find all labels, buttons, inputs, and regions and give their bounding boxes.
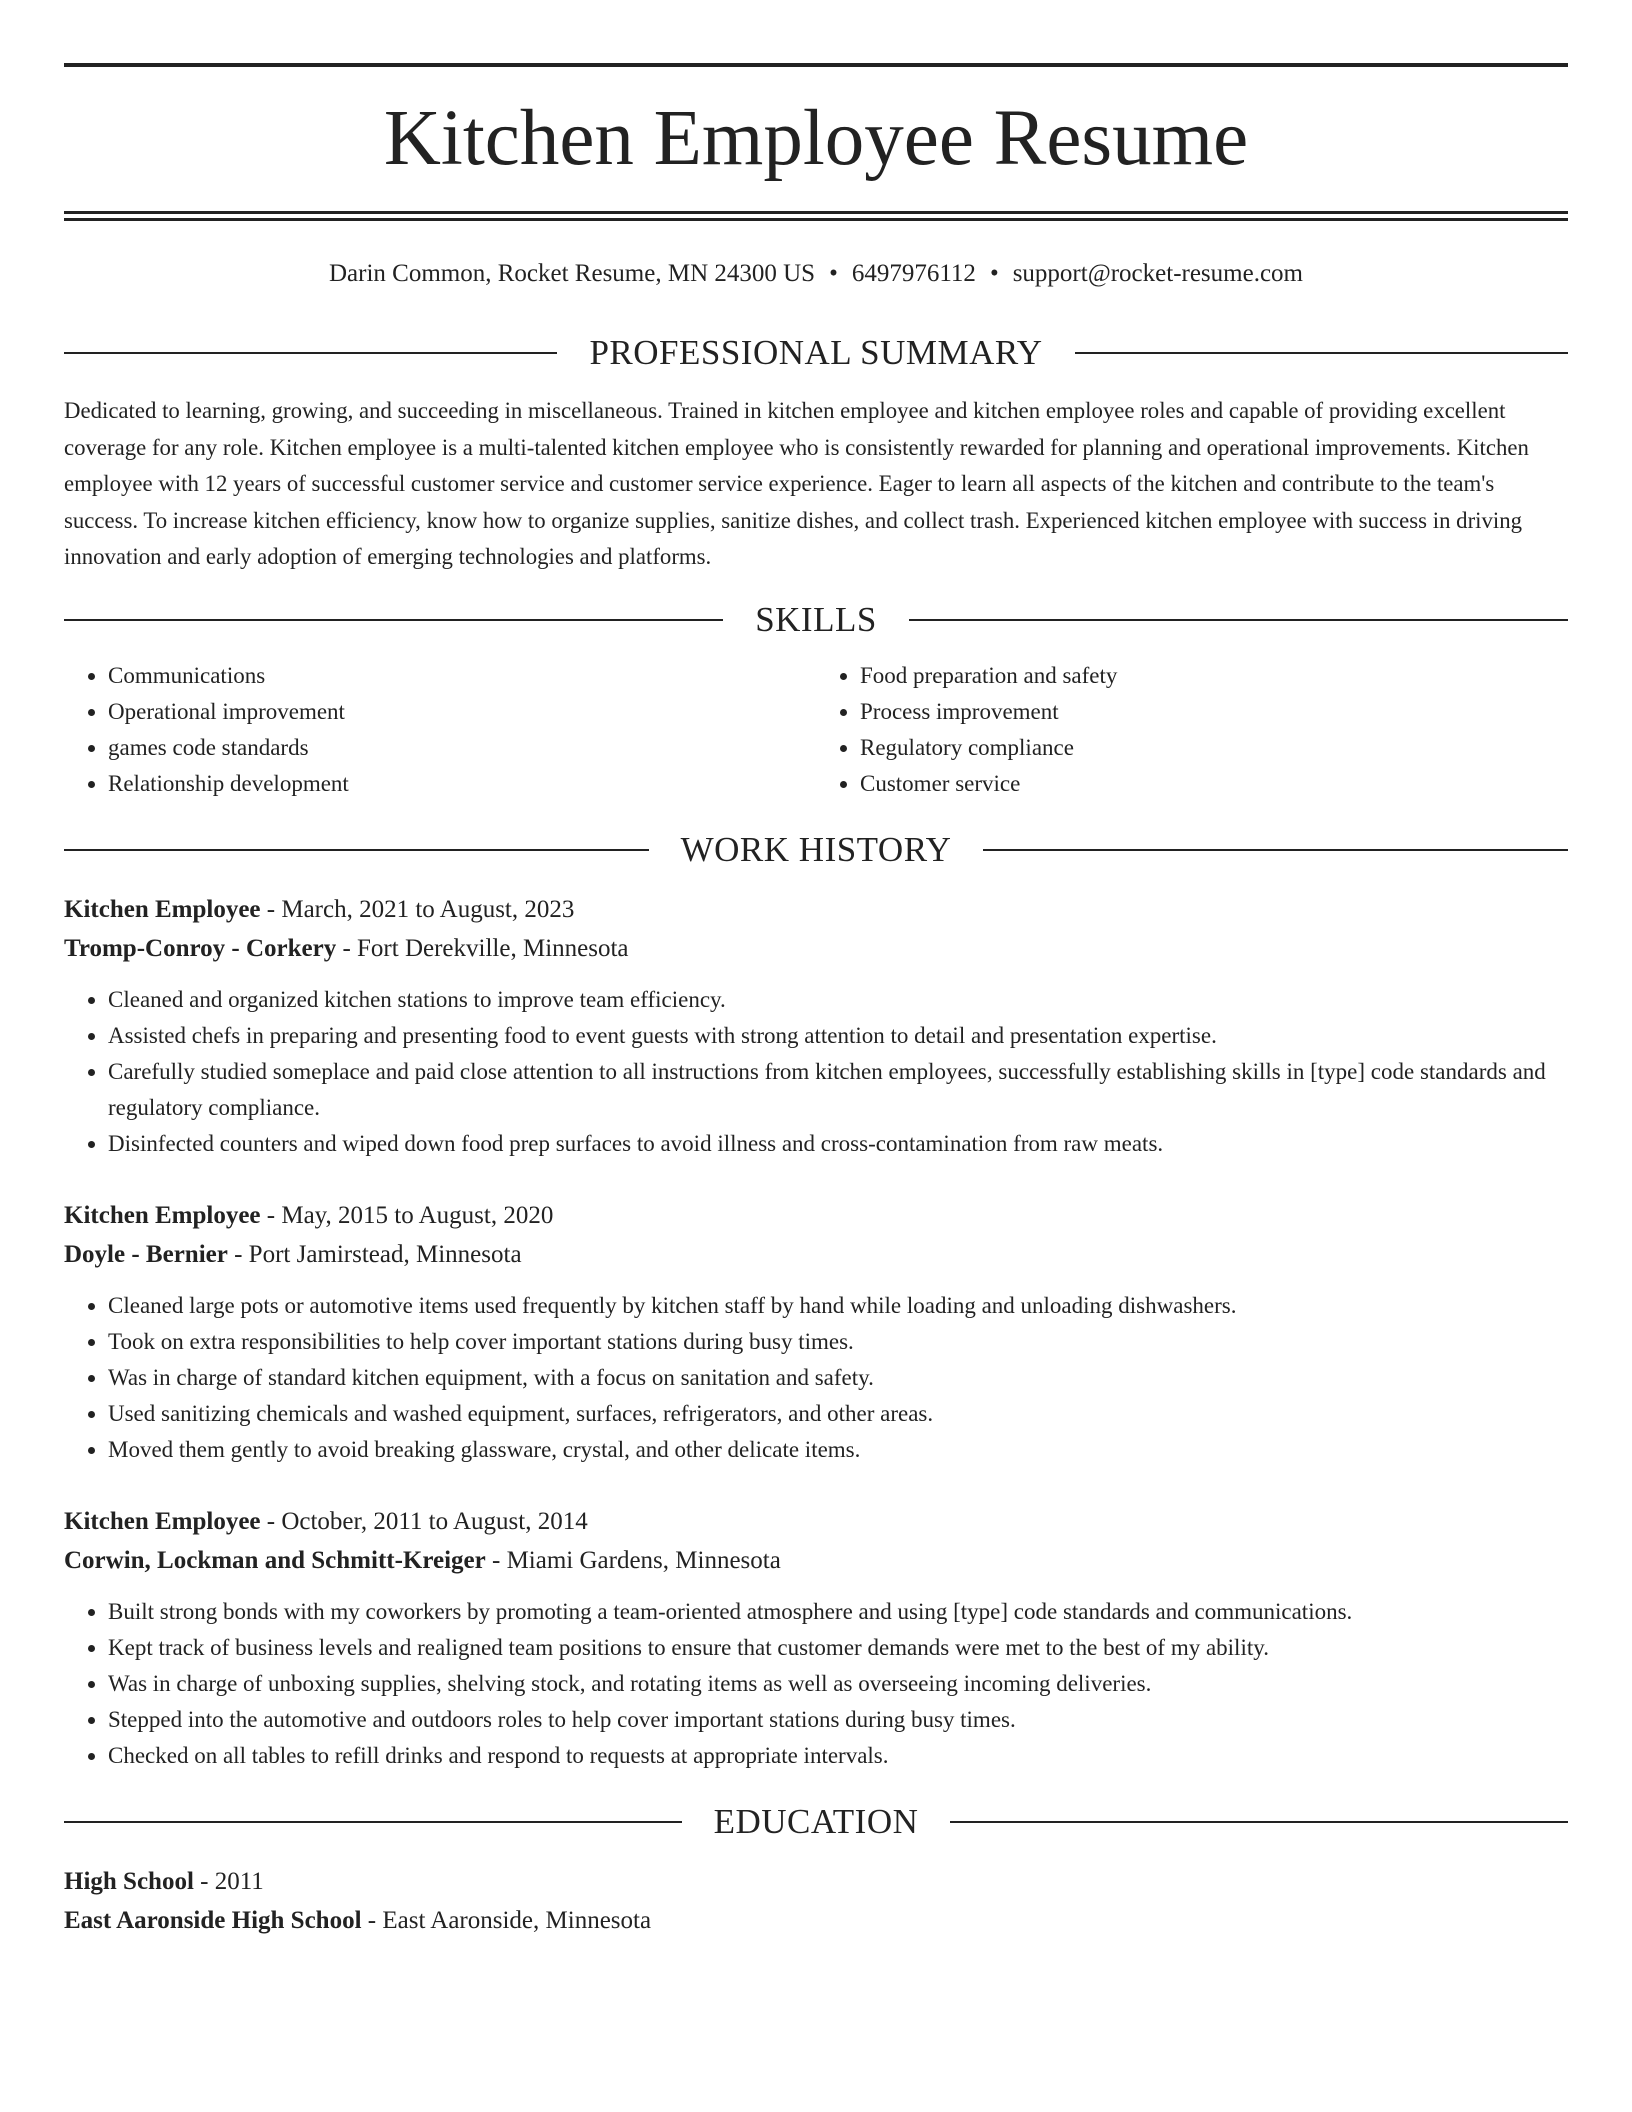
skill-item: • Regulatory compliance — [860, 730, 1568, 766]
heading-rule — [64, 849, 649, 851]
heading-rule — [909, 619, 1568, 621]
summary-paragraph: Dedicated to learning, growing, and succeeding in miscellaneous. Trained in kitchen employee and kitchen employee roles and capable of providing excellent coverage for any role. Kitchen employee is a multi-talented kitchen employee who is consistently rewarded for planning and operational improvements. Kitchen employee with 12 years of successful customer service and customer service experience. Eager to learn all aspects of the kitchen and contribute to the team's success. To increase kitchen efficiency, know how to organize supplies, sanitize dishes, and collect trash. Experienced kitchen employee with success in driving innovation and early adoption of emerging technologies and platforms. — [64, 398, 1529, 569]
contact-phone: 6497976112 — [851, 260, 976, 287]
duty-item: • Assisted chefs in preparing and presenting food to event guests with strong attention to detail and presentation expertise. — [108, 1018, 1568, 1054]
section-heading-education — [64, 1800, 1568, 1844]
section-title: EDUCATION — [713, 1801, 919, 1841]
duty-item: • Used sanitizing chemicals and washed equipment, surfaces, refrigerators, and other areas. — [108, 1396, 1568, 1432]
heading-rule — [1075, 352, 1568, 354]
job-entry — [64, 1502, 1568, 1774]
skill-item: • Relationship development — [108, 766, 816, 802]
skills-list — [64, 658, 1568, 802]
duty-item: • Carefully studied someplace and paid close attention to all instructions from kitchen employees, successfully establishing skills in [type] code standards and regulatory compliance. — [108, 1054, 1568, 1126]
heading-rule — [950, 1821, 1568, 1823]
skill-item: • Communications — [108, 658, 816, 694]
education-school: East Aaronside High School — [64, 1906, 362, 1934]
job-dates: - October, 2011 to August, 2014 — [266, 1507, 588, 1535]
education-degree: High School — [64, 1867, 194, 1895]
duty-item: • Moved them gently to avoid breaking glassware, crystal, and other delicate items. — [108, 1432, 1568, 1468]
job-dates: - May, 2015 to August, 2020 — [266, 1201, 554, 1229]
job-entry — [64, 890, 1568, 1162]
section-heading-work-history — [64, 828, 1568, 872]
duty-item: • Stepped into the automotive and outdoors roles to help cover important stations during busy times. — [108, 1702, 1568, 1738]
education-degree-line — [64, 1862, 1568, 1901]
contact-address: Darin Common, Rocket Resume, MN 24300 US — [329, 260, 816, 287]
duty-item: • Was in charge of unboxing supplies, shelving stock, and rotating items as well as overseeing incoming deliveries. — [108, 1666, 1568, 1702]
job-company: Doyle - Bernier — [64, 1240, 228, 1268]
job-title-line — [64, 1502, 1568, 1541]
job-location: - Port Jamirstead, Minnesota — [234, 1240, 522, 1268]
education-location: - East Aaronside, Minnesota — [367, 1906, 652, 1934]
job-company-line — [64, 1541, 1568, 1580]
section-heading-summary — [64, 331, 1568, 375]
section-title: SKILLS — [755, 599, 877, 639]
duty-item: • Checked on all tables to refill drinks and respond to requests at appropriate intervals. — [108, 1738, 1568, 1774]
job-duties — [64, 1288, 1568, 1468]
job-entry — [64, 1196, 1568, 1468]
duty-item: • Took on extra responsibilities to help cover important stations during busy times. — [108, 1324, 1568, 1360]
duty-item: • Cleaned large pots or automotive items used frequently by kitchen staff by hand while loading and unloading dishwashers. — [108, 1288, 1568, 1324]
education-entry — [64, 1862, 1568, 1940]
contact-separator: • — [829, 260, 838, 287]
job-dates: - March, 2021 to August, 2023 — [266, 895, 575, 923]
section-heading-skills — [64, 598, 1568, 642]
job-duties — [64, 982, 1568, 1162]
education-school-line — [64, 1901, 1568, 1940]
skill-item: • Food preparation and safety — [860, 658, 1568, 694]
job-location: - Fort Derekville, Minnesota — [342, 934, 629, 962]
section-title: PROFESSIONAL SUMMARY — [589, 333, 1043, 372]
skill-item: • Process improvement — [860, 694, 1568, 730]
heading-rule — [64, 619, 723, 621]
duty-item: • Was in charge of standard kitchen equipment, with a focus on sanitation and safety. — [108, 1360, 1568, 1396]
job-company-line — [64, 929, 1568, 968]
education-year: - 2011 — [200, 1867, 264, 1895]
heading-rule — [64, 1821, 682, 1823]
job-duties — [64, 1594, 1568, 1774]
job-title: Kitchen Employee — [64, 895, 261, 923]
heading-rule — [983, 849, 1568, 851]
job-title-line — [64, 890, 1568, 929]
job-title: Kitchen Employee — [64, 1201, 261, 1229]
job-location: - Miami Gardens, Minnesota — [492, 1546, 781, 1574]
duty-item: • Built strong bonds with my coworkers by promoting a team-oriented atmosphere and using [type] code standards and communications. — [108, 1594, 1568, 1630]
duty-item: • Disinfected counters and wiped down food prep surfaces to avoid illness and cross-contamination from raw meats. — [108, 1126, 1568, 1162]
duty-item: • Kept track of business levels and realigned team positions to ensure that customer demands were met to the best of my ability. — [108, 1630, 1568, 1666]
contact-separator: • — [989, 260, 999, 287]
job-title: Kitchen Employee — [64, 1507, 261, 1535]
duty-item: • Cleaned and organized kitchen stations to improve team efficiency. — [108, 982, 1568, 1018]
skill-item: • Operational improvement — [108, 694, 816, 730]
skill-item: • games code standards — [108, 730, 816, 766]
skills-column-right — [816, 658, 1568, 802]
job-company: Tromp-Conroy - Corkery — [64, 934, 337, 962]
section-title: WORK HISTORY — [680, 829, 952, 869]
contact-email: support@rocket-resume.com — [1012, 260, 1303, 287]
top-rule — [64, 63, 1568, 67]
contact-line — [64, 257, 1568, 291]
skills-column-left — [64, 658, 816, 802]
job-title-line — [64, 1196, 1568, 1235]
job-company-line — [64, 1235, 1568, 1274]
skill-item: • Customer service — [860, 766, 1568, 802]
job-company: Corwin, Lockman and Schmitt-Kreiger — [64, 1546, 486, 1574]
heading-rule — [64, 352, 557, 354]
title-double-rule — [64, 211, 1568, 221]
resume-title: Kitchen Employee Resume — [383, 95, 1249, 182]
